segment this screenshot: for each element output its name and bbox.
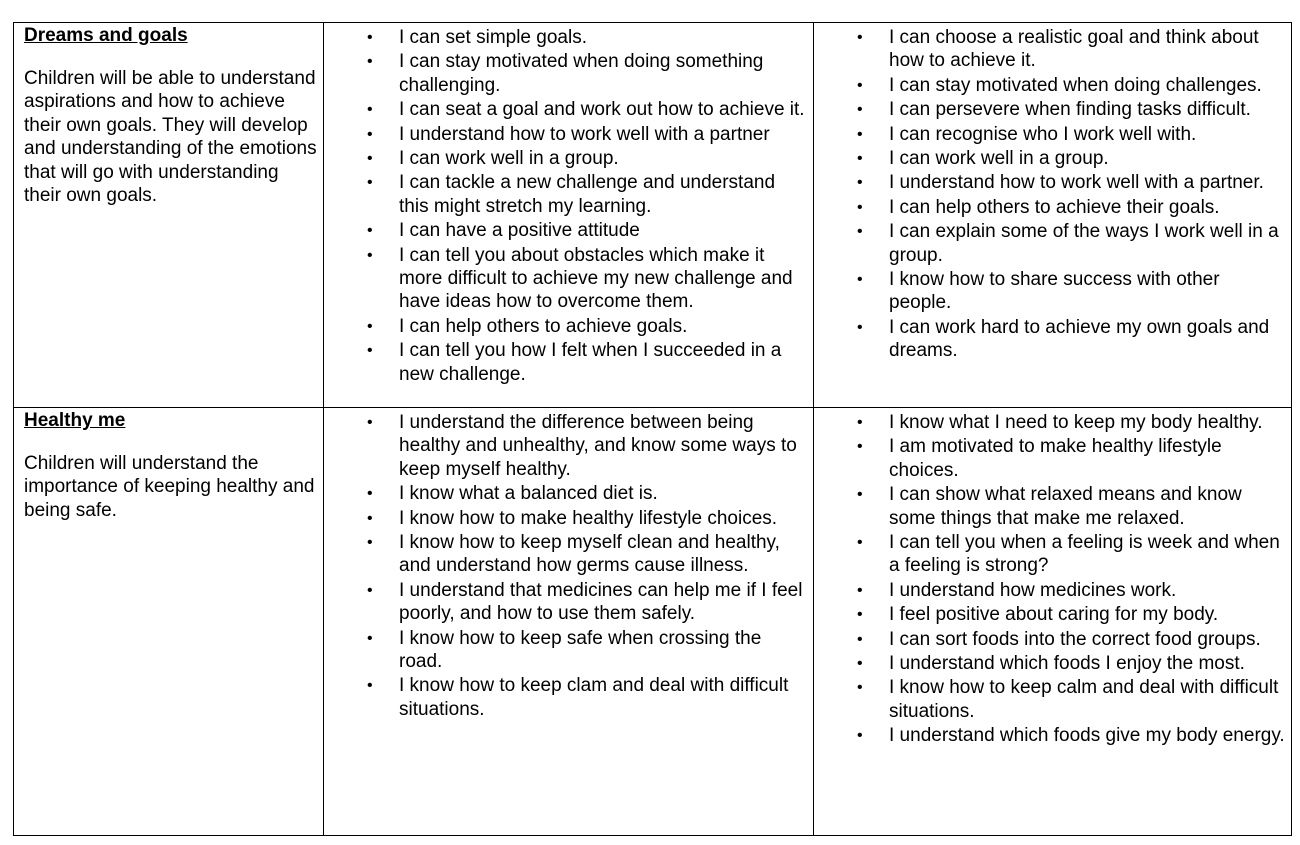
bullet-icon: •: [857, 606, 863, 624]
theme-cell: [14, 23, 324, 408]
bullet-icon: •: [857, 486, 863, 504]
list-item: [324, 244, 807, 314]
bullet-icon: •: [857, 76, 863, 94]
list-item: [324, 147, 807, 170]
curriculum-table: [13, 22, 1292, 836]
list-item-text: I understand the difference between being healthy and unhealthy, and know some ways to keep myself healthy.: [399, 412, 797, 480]
list-item-text: I understand how to work well with a partner: [399, 123, 770, 145]
bullet-icon: •: [367, 29, 373, 46]
bullet-icon: •: [857, 655, 863, 673]
bullet-icon: •: [367, 485, 373, 503]
list-item: [324, 482, 807, 505]
list-item-text: I can work well in a group.: [889, 148, 1109, 170]
list-item-text: I can help others to achieve goals.: [399, 315, 688, 337]
list-item: [324, 26, 807, 49]
bullet-icon: •: [367, 534, 373, 552]
list-item-text: I can stay motivated when doing something challenging.: [399, 51, 764, 96]
list-item-text: I know what a balanced diet is.: [399, 483, 658, 505]
theme-title: Dreams and goals: [24, 25, 188, 46]
bullet-icon: •: [367, 414, 373, 431]
list-item: [324, 171, 807, 218]
list-item: [814, 531, 1285, 578]
outcomes-list: [814, 23, 1291, 363]
list-item-text: I understand which foods give my body energy.: [889, 725, 1285, 747]
bullet-icon: •: [857, 438, 863, 456]
list-item: [814, 579, 1285, 602]
list-item: [814, 196, 1285, 219]
bullet-icon: •: [857, 679, 863, 697]
list-item: [324, 219, 807, 242]
table-row-dreams-and-goals: [14, 23, 1292, 408]
table-row-healthy-me: [14, 408, 1292, 836]
bullet-icon: •: [857, 101, 863, 119]
outcomes-list: [324, 408, 813, 721]
list-item-text: I know how to make healthy lifestyle choices.: [399, 507, 778, 529]
list-item: [324, 50, 807, 97]
bullet-icon: •: [857, 271, 863, 289]
outcomes-cell-col3: [814, 23, 1292, 408]
bullet-icon: •: [367, 509, 373, 527]
list-item: [814, 123, 1285, 146]
bullet-icon: •: [367, 581, 373, 599]
list-item: [814, 435, 1285, 482]
list-item: [814, 676, 1285, 723]
list-item-text: I can work well in a group.: [399, 148, 619, 170]
list-item-text: I can tackle a new challenge and understand this might stretch my learning.: [399, 172, 776, 217]
theme-cell: [14, 408, 324, 836]
bullet-icon: •: [367, 53, 373, 71]
list-item-text: I can show what relaxed means and know some things that make me relaxed.: [889, 484, 1242, 529]
bullet-icon: •: [857, 318, 863, 336]
list-item-text: I understand which foods I enjoy the most.: [889, 653, 1245, 675]
outcomes-list: [814, 408, 1291, 748]
list-item-text: I can seat a goal and work out how to achieve it.: [399, 99, 805, 121]
list-item-text: I can help others to achieve their goals.: [889, 196, 1220, 218]
bullet-icon: •: [367, 150, 373, 168]
theme-description: Children will understand the importance of keeping healthy and being safe.: [24, 453, 315, 521]
list-item: [814, 98, 1285, 121]
theme-description: Children will be able to understand aspirations and how to achieve their own goals. They will develop and understanding of the emotions that will go with understanding their own goals.: [24, 68, 317, 207]
list-item: [324, 507, 807, 530]
list-item: [814, 74, 1285, 97]
bullet-icon: •: [857, 198, 863, 216]
outcomes-list: [324, 23, 813, 386]
list-item: [324, 98, 807, 121]
list-item-text: I feel positive about caring for my body.: [889, 604, 1219, 626]
list-item-text: I understand how medicines work.: [889, 579, 1177, 601]
list-item: [814, 220, 1285, 267]
bullet-icon: •: [857, 29, 863, 46]
list-item: [324, 579, 807, 626]
bullet-icon: •: [857, 174, 863, 192]
list-item-text: I can persevere when finding tasks difficult.: [889, 99, 1251, 121]
list-item: [814, 724, 1285, 747]
list-item-text: I know how to keep clam and deal with difficult situations.: [399, 675, 789, 720]
list-item-text: I know how to share success with other people.: [889, 269, 1220, 314]
bullet-icon: •: [367, 246, 373, 264]
outcomes-cell-col2: [324, 408, 814, 836]
list-item-text: I can sort foods into the correct food groups.: [889, 628, 1261, 650]
list-item: [814, 483, 1285, 530]
list-item-text: I can stay motivated when doing challenges.: [889, 74, 1262, 96]
list-item-text: I know how to keep myself clean and healthy, and understand how germs cause illness.: [399, 532, 780, 577]
bullet-icon: •: [857, 414, 863, 431]
list-item-text: I can work hard to achieve my own goals and dreams.: [889, 316, 1270, 362]
bullet-icon: •: [367, 317, 373, 335]
list-item-text: I understand that medicines can help me if I feel poorly, and how to use them safely.: [399, 579, 803, 625]
list-item: [814, 147, 1285, 170]
bullet-icon: •: [367, 174, 373, 192]
bullet-icon: •: [857, 581, 863, 599]
list-item: [814, 411, 1285, 434]
list-item-text: I know how to keep calm and deal with difficult situations.: [889, 677, 1279, 722]
list-item: [814, 652, 1285, 675]
list-item: [814, 268, 1285, 315]
bullet-icon: •: [857, 727, 863, 745]
list-item-text: I can have a positive attitude: [399, 220, 640, 242]
outcomes-cell-col3: [814, 408, 1292, 836]
list-item-text: I can tell you how I felt when I succeeded in a new challenge.: [399, 340, 782, 385]
list-item: [324, 627, 807, 674]
bullet-icon: •: [367, 101, 373, 119]
list-item-text: I know what I need to keep my body healthy.: [889, 412, 1263, 433]
list-item-text: I understand how to work well with a partner.: [889, 172, 1264, 194]
list-item-text: I can explain some of the ways I work well in a group.: [889, 221, 1279, 266]
bullet-icon: •: [367, 125, 373, 143]
theme-title: Healthy me: [24, 410, 126, 431]
outcomes-cell-col2: [324, 23, 814, 408]
bullet-icon: •: [857, 223, 863, 241]
list-item: [814, 603, 1285, 626]
list-item: [324, 674, 807, 721]
list-item-text: I am motivated to make healthy lifestyle choices.: [889, 436, 1222, 481]
list-item: [324, 531, 807, 578]
bullet-icon: •: [857, 125, 863, 143]
bullet-icon: •: [857, 150, 863, 168]
bullet-icon: •: [857, 630, 863, 648]
list-item: [814, 628, 1285, 651]
list-item: [324, 411, 807, 481]
list-item: [324, 339, 807, 386]
list-item-text: I can set simple goals.: [399, 27, 587, 48]
bullet-icon: •: [367, 342, 373, 360]
list-item-text: I can tell you when a feeling is week and when a feeling is strong?: [889, 532, 1280, 577]
list-item: [324, 123, 807, 146]
list-item: [324, 315, 807, 338]
bullet-icon: •: [857, 534, 863, 552]
list-item-text: I know how to keep safe when crossing the road.: [399, 627, 762, 673]
bullet-icon: •: [367, 222, 373, 240]
list-item-text: I can tell you about obstacles which make it more difficult to achieve my new challenge and have ideas how to overcome them.: [399, 244, 793, 313]
list-item-text: I can recognise who I work well with.: [889, 123, 1197, 145]
bullet-icon: •: [367, 629, 373, 647]
list-item: [814, 171, 1285, 194]
list-item: [814, 26, 1285, 73]
bullet-icon: •: [367, 677, 373, 695]
list-item-text: I can choose a realistic goal and think about how to achieve it.: [889, 27, 1259, 72]
list-item: [814, 316, 1285, 363]
